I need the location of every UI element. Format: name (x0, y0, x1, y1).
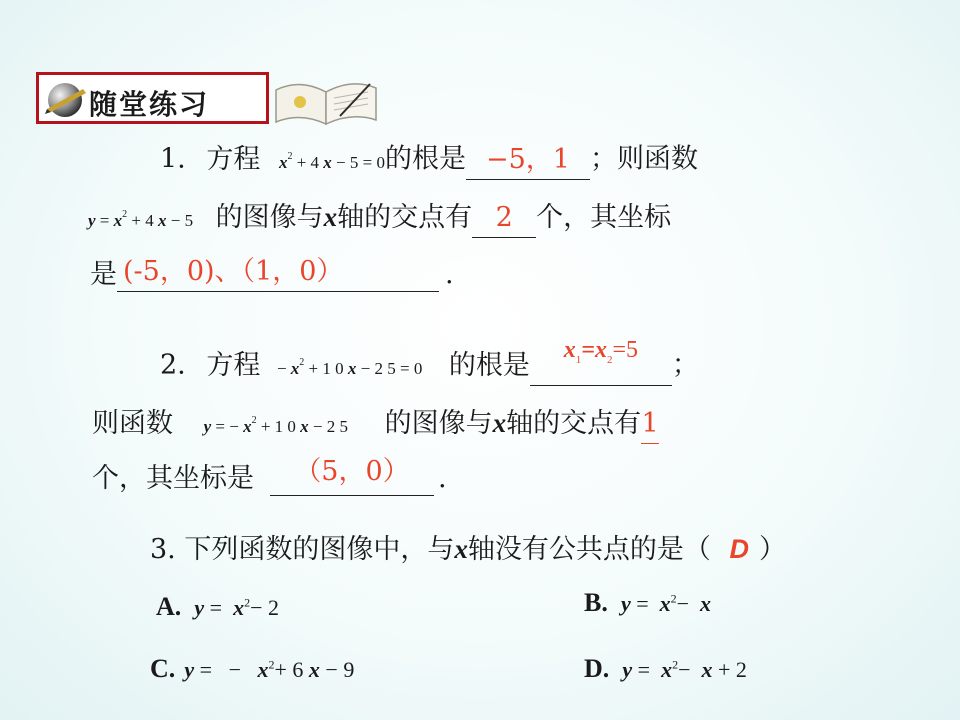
q1-function: $y = x^2 + 4$ x − 5 (88, 209, 194, 230)
q3-option-d (584, 654, 747, 684)
q1-coords-answer: (-5，0)、（1，0） (123, 256, 344, 287)
option-c-math: y = − $x^2+ 6$ x − 9 (184, 657, 355, 682)
q2-lead: 方程 (206, 349, 261, 381)
globe-pen-icon (43, 79, 89, 119)
q1-number: 1. (160, 143, 186, 175)
q1-mid: 的根是 (384, 143, 466, 175)
q1-tail: ；则函数 (589, 143, 698, 175)
q2-number: 2. (160, 349, 186, 381)
q2-coords-answer: （5，0） (294, 456, 410, 487)
q1-lead: 方程 (206, 143, 261, 175)
q2-coords-blank (270, 456, 434, 496)
q3-close: ） (758, 534, 786, 565)
q2-line3 (92, 456, 447, 496)
q2-line2b: 轴的交点有 (506, 408, 642, 439)
q2-line2 (92, 406, 659, 444)
q1-coords-blank (117, 256, 439, 292)
q3-option-b (584, 588, 711, 618)
q1-line3-text: 是 (90, 259, 117, 290)
header-title: 随堂练习 (89, 88, 210, 121)
option-d-math: $y = x^2- x + 2$ (622, 657, 747, 682)
q3-stem-text: 3. 下列函数的图像中，与 (150, 534, 455, 565)
q3-option-a (156, 592, 279, 622)
q3-stem2: 轴没有公共点的是（ (467, 534, 711, 565)
q3-option-c (150, 654, 354, 684)
q1-roots-answer: −5，1 (485, 143, 570, 175)
q2-roots-answer: $x_1=x_2=5$ (563, 336, 639, 366)
q1-x-word: x (323, 202, 338, 232)
option-b-label: B. (584, 588, 608, 617)
q2-period: . (438, 463, 447, 494)
open-book-icon (270, 76, 382, 128)
q1-line2c: 个，其坐标 (536, 202, 672, 233)
option-b-math: $y = x^2- x$ (620, 591, 712, 616)
q2-x-word: x (492, 408, 507, 438)
q1-period: . (445, 259, 454, 290)
q2-count-blank (641, 408, 659, 444)
q1-line2 (88, 200, 671, 238)
q2-function: y = − $x^2 + 1$ 0 x − 2 5 (203, 415, 349, 436)
q2-semicolon: ； (671, 349, 699, 381)
option-a-label: A. (156, 592, 182, 621)
option-a-math: $y = x^2- 2$ (194, 595, 279, 620)
q2-line2-text: 的图像与 (384, 408, 493, 439)
q3-answer: D (729, 534, 749, 564)
q3-x-word: x (454, 534, 468, 564)
option-c-label: C. (150, 654, 176, 683)
q1-line1 (160, 142, 698, 180)
q1-line3 (90, 258, 454, 292)
q2-mid: 的根是 (448, 349, 530, 381)
q2-line3-text: 个，其坐标是 (92, 463, 254, 494)
q1-line2b: 轴的交点有 (337, 202, 473, 233)
q1-count-answer: 2 (495, 202, 513, 233)
q3-stem (150, 532, 786, 567)
q2-lead2: 则函数 (92, 408, 173, 439)
q2-line1 (160, 336, 699, 386)
q1-count-blank (472, 202, 536, 238)
section-header (36, 72, 269, 124)
q1-equation: $x^2 + 4$ x − 5 = 0 (278, 151, 385, 172)
q2-roots-blank (530, 336, 672, 386)
q1-roots-blank (466, 143, 590, 180)
q2-count-answer: 1 (641, 408, 659, 439)
q2-equation: − $x^2 + 1$ 0 x − 2 5 = 0 (276, 357, 423, 378)
option-d-label: D. (584, 654, 610, 683)
q1-line2-text: 的图像与 (215, 202, 324, 233)
